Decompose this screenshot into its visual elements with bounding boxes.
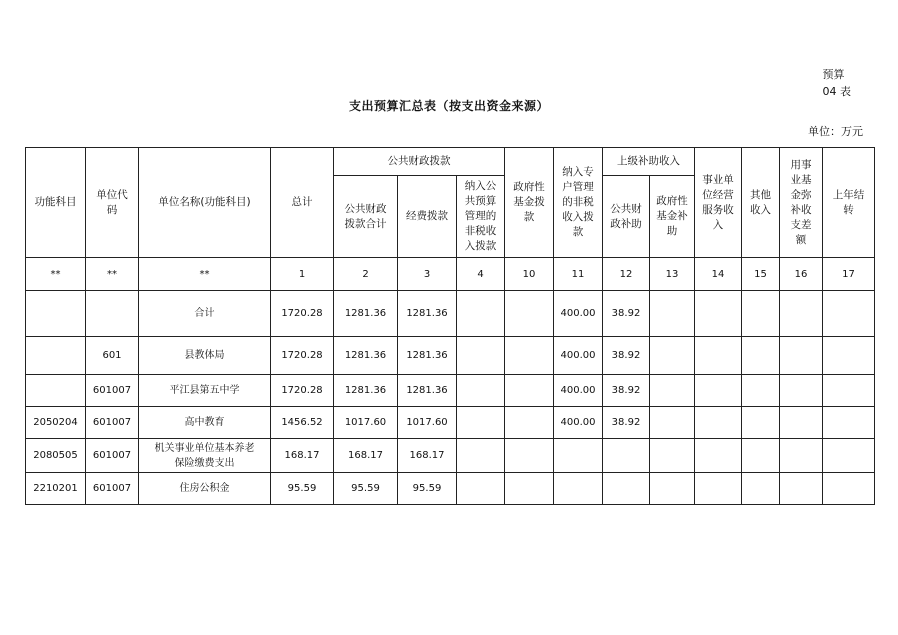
unit-label: 单位：万元 (808, 125, 863, 138)
func-cell: 2080505 (26, 439, 86, 473)
code-row (26, 258, 875, 291)
empty-cell (457, 337, 505, 375)
header-total: 总计 (271, 148, 334, 258)
code-cell: 12 (603, 258, 650, 291)
total-cell: 1720.28 (271, 337, 334, 375)
total-cell: 1456.52 (271, 407, 334, 439)
empty-cell (780, 291, 823, 337)
empty-cell (695, 407, 742, 439)
pf-total-cell: 1281.36 (334, 291, 398, 337)
funding-cell: 1281.36 (398, 375, 457, 407)
empty-cell (650, 439, 695, 473)
empty-cell (780, 375, 823, 407)
empty-cell (742, 407, 780, 439)
empty-cell (505, 439, 554, 473)
special-cell (554, 473, 603, 505)
empty-cell (780, 337, 823, 375)
special-cell: 400.00 (554, 407, 603, 439)
empty-cell (742, 439, 780, 473)
empty-cell (742, 337, 780, 375)
total-cell: 168.17 (271, 439, 334, 473)
sup-public-cell: 38.92 (603, 337, 650, 375)
header-business-income: 事业单 位经营 服务收 入 (695, 148, 742, 258)
code-cell: 601 (86, 337, 139, 375)
empty-cell (505, 337, 554, 375)
header-unit-name: 单位名称(功能科目) (139, 148, 271, 258)
empty-cell (823, 473, 875, 505)
header-funding: 经费拨款 (398, 176, 457, 258)
pf-total-cell: 1017.60 (334, 407, 398, 439)
code-cell: 17 (823, 258, 875, 291)
empty-cell (742, 375, 780, 407)
page-title: 支出预算汇总表（按支出资金来源） (348, 99, 549, 113)
empty-cell (457, 473, 505, 505)
header-func-subject: 功能科目 (26, 148, 86, 258)
header-public-fiscal: 公共财政拨款 (334, 148, 505, 176)
empty-cell (505, 407, 554, 439)
funding-cell: 1281.36 (398, 337, 457, 375)
code-cell: 4 (457, 258, 505, 291)
code-cell: 2 (334, 258, 398, 291)
sup-public-cell: 38.92 (603, 375, 650, 407)
header-reserve-fund: 用事 业基 金弥 补收 支差 额 (780, 148, 823, 258)
code-cell: 14 (695, 258, 742, 291)
empty-cell (695, 473, 742, 505)
sup-public-cell: 38.92 (603, 407, 650, 439)
code-cell: 16 (780, 258, 823, 291)
header-other-income: 其他 收入 (742, 148, 780, 258)
form-number-line2: 04 表 (822, 85, 851, 98)
header-gov-fund: 政府性 基金拨 款 (505, 148, 554, 258)
special-cell: 400.00 (554, 337, 603, 375)
code-cell: ** (139, 258, 271, 291)
name-cell: 住房公积金 (139, 473, 271, 505)
header-special-account: 纳入专 户管理 的非税 收入拨 款 (554, 148, 603, 258)
form-number (823, 66, 852, 100)
empty-cell (505, 473, 554, 505)
total-cell: 1720.28 (271, 375, 334, 407)
code-cell (86, 291, 139, 337)
pf-total-cell: 95.59 (334, 473, 398, 505)
code-cell: 1 (271, 258, 334, 291)
name-cell: 县教体局 (139, 337, 271, 375)
empty-cell (505, 375, 554, 407)
special-cell: 400.00 (554, 291, 603, 337)
funding-cell: 168.17 (398, 439, 457, 473)
empty-cell (695, 439, 742, 473)
pf-total-cell: 1281.36 (334, 375, 398, 407)
table-row (26, 337, 875, 375)
empty-cell (505, 291, 554, 337)
header-nontax: 纳入公 共预算 管理的 非税收 入拨款 (457, 176, 505, 258)
empty-cell (695, 291, 742, 337)
sup-public-cell (603, 473, 650, 505)
empty-cell (742, 291, 780, 337)
func-cell (26, 375, 86, 407)
header-superior-subsidy: 上级补助收入 (603, 148, 695, 176)
empty-cell (695, 337, 742, 375)
empty-cell (650, 337, 695, 375)
total-cell: 95.59 (271, 473, 334, 505)
empty-cell (780, 473, 823, 505)
budget-table (25, 147, 875, 505)
header-pf-total: 公共财政 拨款合计 (334, 176, 398, 258)
table-row (26, 291, 875, 337)
code-cell: ** (86, 258, 139, 291)
header-unit-code: 单位代 码 (86, 148, 139, 258)
code-cell: 601007 (86, 375, 139, 407)
name-cell: 合计 (139, 291, 271, 337)
empty-cell (780, 407, 823, 439)
code-cell: 10 (505, 258, 554, 291)
name-cell: 机关事业单位基本养老 保险缴费支出 (139, 439, 271, 473)
pf-total-cell: 168.17 (334, 439, 398, 473)
empty-cell (457, 407, 505, 439)
empty-cell (650, 291, 695, 337)
funding-cell: 1281.36 (398, 291, 457, 337)
name-cell: 高中教育 (139, 407, 271, 439)
empty-cell (823, 439, 875, 473)
code-cell: 15 (742, 258, 780, 291)
func-cell (26, 291, 86, 337)
sup-public-cell (603, 439, 650, 473)
table-row (26, 439, 875, 473)
empty-cell (695, 375, 742, 407)
code-cell: 11 (554, 258, 603, 291)
empty-cell (650, 473, 695, 505)
header-sup-public: 公共财 政补助 (603, 176, 650, 258)
code-cell: 601007 (86, 407, 139, 439)
func-cell: 2050204 (26, 407, 86, 439)
code-cell: 601007 (86, 439, 139, 473)
empty-cell (823, 291, 875, 337)
empty-cell (457, 439, 505, 473)
table-row (26, 473, 875, 505)
total-cell: 1720.28 (271, 291, 334, 337)
code-cell: 3 (398, 258, 457, 291)
empty-cell (823, 337, 875, 375)
empty-cell (457, 291, 505, 337)
header-carryover: 上年结 转 (823, 148, 875, 258)
funding-cell: 1017.60 (398, 407, 457, 439)
empty-cell (650, 407, 695, 439)
code-cell: 13 (650, 258, 695, 291)
name-cell: 平江县第五中学 (139, 375, 271, 407)
header-row-1 (26, 148, 875, 176)
empty-cell (457, 375, 505, 407)
code-cell: 601007 (86, 473, 139, 505)
special-cell: 400.00 (554, 375, 603, 407)
func-cell (26, 337, 86, 375)
table-row (26, 407, 875, 439)
empty-cell (742, 473, 780, 505)
form-number-line1: 预算 (822, 68, 845, 81)
funding-cell: 95.59 (398, 473, 457, 505)
empty-cell (823, 407, 875, 439)
empty-cell (823, 375, 875, 407)
func-cell: 2210201 (26, 473, 86, 505)
code-cell: ** (26, 258, 86, 291)
pf-total-cell: 1281.36 (334, 337, 398, 375)
empty-cell (780, 439, 823, 473)
special-cell (554, 439, 603, 473)
table-row (26, 375, 875, 407)
header-sup-gov: 政府性 基金补 助 (650, 176, 695, 258)
empty-cell (650, 375, 695, 407)
sup-public-cell: 38.92 (603, 291, 650, 337)
